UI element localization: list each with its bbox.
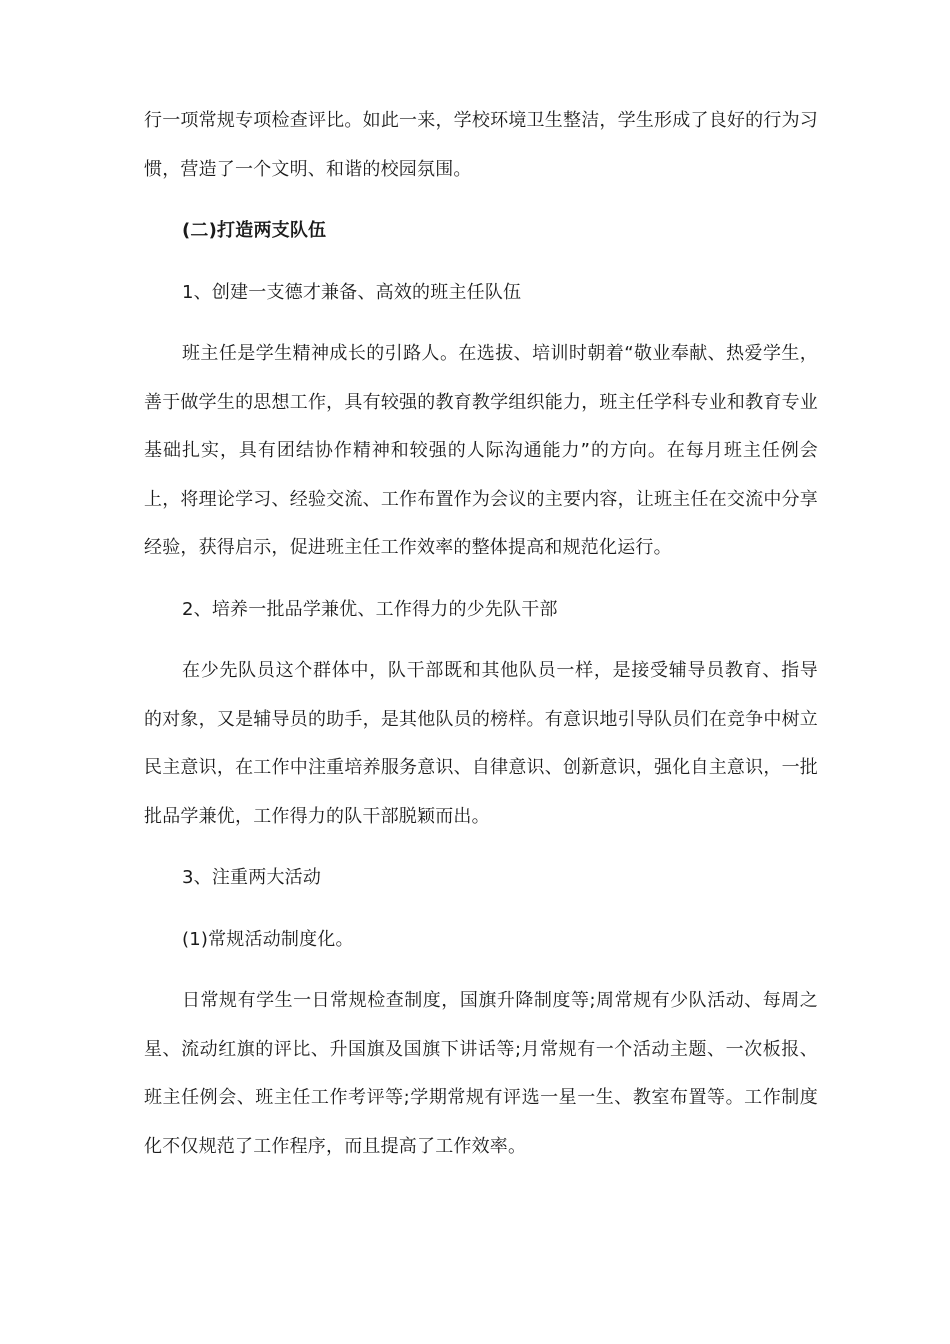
section-heading: (二)打造两支队伍 — [182, 220, 327, 241]
document-body — [144, 97, 818, 1171]
paragraph: 班主任是学生精神成长的引路人。在选拔、培训时朝着“敬业奉献、热爱学生，善于做学生的思想工作，具有较强的教育教学组织能力，班主任学科专业和教育专业基础扎实，具有团结协作精神和较强的人际沟通能力”的方向。在每月班主任例会上，将理论学习、经验交流、工作布置作为会议的主要内容，让班主任在交流中分享经验，获得启示，促进班主任工作效率的整体提高和规范化运行。 — [144, 343, 818, 558]
subsection-heading: 3、注重两大活动 — [182, 867, 322, 888]
subsection-heading: 2、培养一批品学兼优、工作得力的少先队干部 — [182, 598, 558, 620]
paragraph: 在少先队员这个群体中，队干部既和其他队员一样，是接受辅导员教育、指导的对象，又是辅导员的助手，是其他队员的榜样。有意识地引导队员们在竞争中树立民主意识，在工作中注重培养服务意识、自律意识、创新意识，强化自主意识，一批批品学兼优，工作得力的队干部脱颖而出。 — [144, 660, 818, 827]
subsection-heading: (1)常规活动制度化。 — [182, 928, 354, 950]
subsection-heading: 1、创建一支德才兼备、高效的班主任队伍 — [182, 281, 522, 303]
paragraph: 日常规有学生一日常规检查制度，国旗升降制度等;周常规有少队活动、每周之星、流动红旗的评比、升国旗及国旗下讲话等;月常规有一个活动主题、一次板报、班主任例会、班主任工作考评等;学期常规有评选一星一生、教室布置等。工作制度化不仅规范了工作程序，而且提高了工作效率。 — [144, 990, 818, 1157]
paragraph-continuation: 行一项常规专项检查评比。如此一来，学校环境卫生整洁，学生形成了良好的行为习惯，营造了一个文明、和谐的校园氛围。 — [144, 110, 818, 180]
